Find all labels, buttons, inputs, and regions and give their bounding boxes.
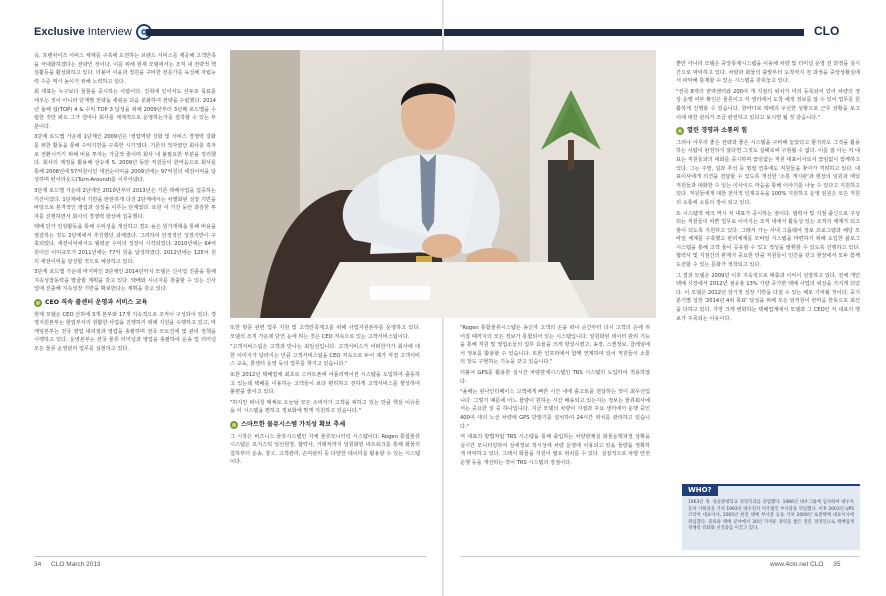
bullet-icon (34, 299, 42, 307)
header-rule-right (444, 29, 804, 36)
right-column-1 (460, 324, 650, 470)
who-text: 1963년 생. 성균관대학교 경영학과를 졸업했다. 1986년 대우그룹에 입사하여 대우자동차 기획실을 거쳐 1993년 대우전자 미주법인 부사장을 역임했다. 이후 2003년 UPS 코리아 대표이사, 2005년 한진 택배 부사장 등을 거쳐 2009년 로젠택배 대표이사에 취임했다. 물류와 택배 분야에서 30년 가까운 경력을 쌓은 전문 경영인으로 택배업계 경쟁력 강화와 선진화를 이끌고 있다. (688, 500, 854, 532)
paragraph: "하지만 퍼니칭 매체로 오늘날 모든 소비자가 고객을 위하고 있는 만큼 핵심 이슈들을 이 시스템을 편하고 정보화에 맞게 지원하고 있습니다." (230, 399, 420, 415)
subheading (34, 299, 216, 308)
paragraph: 더불어 GPS를 활용한 실시간 차량관제시스템인 TRS 시스템의 도입하여 적용하였다. (460, 369, 650, 385)
interview-photo (230, 50, 656, 318)
bullet-icon (230, 421, 238, 429)
footer-rule-right (460, 556, 860, 557)
footer-right (770, 561, 841, 568)
footer-site-info: www.4clo.net CLO (770, 561, 824, 568)
who-label: WHO? (682, 484, 718, 496)
footer-rule-left (34, 556, 426, 557)
section-title-bold: Exclusive (34, 26, 85, 38)
paragraph: "고객서비스팀은 고객과 만나는 최일선입니다. 고객서비스가 어떠한가가 회사에 대한 이미지가 달라지는 만큼 고객서비스팀을 CEO 직속으로 두어 제가 직접 고객서비스 교육, 콜센터 운영 등의 업무를 챙기고 있습니다." (230, 344, 420, 368)
page-number-right: 35 (833, 561, 841, 568)
subheading-text: 열린 경영과 소통의 힘 (687, 127, 748, 135)
footer-issue-info: CLO March 2013 (51, 561, 101, 568)
subheading-text: 스마트한 물류시스템 가치성 확보 추세 (241, 420, 346, 428)
paragraph: 3단계 로드맵 가운데 마지막인 3단계인 2014년까지 모델은 신사업 진출을 통해 지속성장동력을 발굴할 계획을 갖고 있다. 택배와 시너지를 창출할 수 있는 신사업에 진출해 지속성장 기반을 확보한다는 계획을 갖고 있다. (34, 269, 216, 293)
header-rule-left (146, 29, 442, 36)
right-column-2 (676, 60, 860, 325)
paragraph: "Rogen 통합물류시스템은 송신자 고객의 손을 떠나 순간부터 다시 고객의 손에 쥐어질 때까지의 모든 정보가 통합되어 있는 시스템입니다. 일원화된 데이터 관리 기능을 통해 직원 및 영업소들의 업무 효율을 크게 향상시켰고, 송장, 스캔정보, 클레임에서 정보를 활용할 수 있습니다. 또한 인프라에서 함께 연계하여 있어 직원들이 소통의 장도 구현하는 기능을 갖고 있습니다." (460, 325, 650, 366)
section-title-light: Interview (87, 26, 132, 38)
footer-left (34, 561, 101, 568)
paragraph: 3단계 로드맵 가운데 1단계인 2009년은 '영업역량 강화 및 서비스 경쟁력 강화를 위한 활동을 통해 수익기반을 구축한 시기'였다. 기존의 적자였던 회사를 흑자로 전환시키기 위해 비용 투자는 가급적 줄이며 회사 내 불필요한 부분을 정리했다. 회사의 재정을 활용해 상승세 5. 2009년 동안 직원들이 한마음으로 회사를 통해 2008년에 57억원이던 세전순이익을 2009년에는 97억원의 세전이익을 달성하며 턴어라운드(Turn-Around)를 이루어냈다. (34, 134, 216, 184)
paragraph: 3단계 로드맵 가운데 2단계인 2010년부터 2013년은 기존 택배사업을 집중하는 기간이었다. 1단계에서 기반을 탄탄하게 다진 2단계에서는 차별화된 성장 기반을 바탕으로 본격적인 영업과 성장을 이루는 단계였다. 또한 이 기간 동안 과감한 투자를 진행하면서 회사의 경쟁력 향상에 집중했다. (34, 187, 216, 220)
paragraph: 그러나 아무리 좋은 전략과 좋은 시스템을 구비해 놓았다고 할지라도 그것을 활용하는 사람이 완전하지 않다면 그것도 실패로써 구현될 수 없다. 이를 잘 아는 저 대표는 직원들과의 대화를 중시하며 끊임없는 직원 대표이사로서 끊임없이 함께하고 있다. 그는 주말, 설과 추석 등 명절 연휴에도 직원들을 찾아가 격려하고 있다. 대표이사에게 의견을 전달할 수 있도록 개선한 '소통 게시판'과 현장의 임원과 매일 직원들과 대화한 수 있는 이사이드 마음을 통해 이야기를 나눌 수 있다고 지원하고 있다. 직원들에게 대한 전사적 인재교육을 100% 지원하고 운영 임원은 모든 직원의 소통에 소통의 장이 되고 있다. (676, 139, 860, 206)
subheading (230, 421, 420, 430)
page-number-left: 34 (34, 561, 42, 568)
paragraph: "올해는 윈나인터페이스 고객에게 빠른 시간 내에 출고로를 전달하는 것이 최우선입니다. 그렇기 때문에 어느 물량이 원하는 시간 배송되고 있는지는 정보는 물류회사에서는 중요한 일 중 하나입니다. 지금 모델의 차량이 지점과 주요 센터에서 운행 중인 400여 대의 노선 차량에 GPS 단말기를 설치하여 24시간 위치를 관리하고 있습니다." (460, 389, 650, 430)
paragraph: 그 결과 모델은 2009년 이후 지속적으로 매출과 이익이 성장하고 있다. 전체 개인 택배 시장에서 2012년 점유율 13% 가량 증가한 택배 사업의 위상을 가지게 되었다. 이 모델은 2012년 장기적 성장 기반을 다질 수 있는 해로 기억될 것이다. 중기 분기별 성장 '2014년 4위 목표' 달성을 위해 모든 임직원이 한마음 한뜻으로 최선을 다하고 있다. 가장 크게 변화하는 택배업계에서 모델과 그 CEO인 저 대표의 행보가 주목되는 이유이다. (676, 272, 860, 322)
paragraph: 택배 단가 인상활동을 통해 수익성을 개선하고 결도 높은 원가개혁을 통해 비용을 절감하는 것도 2단계에서 추진했던 과제였다. 그리하여 안정적인 성장기반이 구축되었다. 세전이익에서도 월평균 수익의 성장이 시작되었다. 2010년에는 64억 원이던 이익규모가 2011년에는 77억 원을 달성하였다. 2012년에는 125억 원의 세전이익을 달성할 것으로 예상하고 있다. (34, 224, 216, 265)
paragraph: 그 시작은 비즈니스 물류시스템인 자체 물류모니터링 시스템이다. Rogen 통합물류시스템은 로지스틱 일선현장, 협력사, 거래처까지 일원화된 네트워크를 통해 화물의 집하부터 운송, 창고, 고객관리, 손익관리 등 다양한 데이터를 활용할 수 있는 시스템이다. (230, 433, 420, 466)
section-header (34, 22, 152, 42)
paragraph: 또한 방문 관련 업무 지원 및 고객만족제고를 위해 사업지원본부를 운영하고 있다. 모델의 조직 가운데 단연 눈에 띄는 것은 CEO 직속으로 있는 고객서비스팀이다. (230, 325, 420, 340)
paragraph: 저 대표의 방법처럼 TRS 시스템을 통해 출입하는 차량관제실 화물운행과정 상황을 실시간 모니터링하여 상세정보 적시성에 차량 운영에 이용되고 있을 물량을 정확하게 파악하고 있다. 그래서 화물을 지원이 필요 위치를 수 있다. 실질적으로 차량 안전운행 등을 개선하는 것이 TRS 시스템의 장점이다. (460, 434, 650, 466)
paragraph: 또 시스템적 체크 역시 저 대표가 중시하는 점이다. 협력사 및 지점 출신으로 구성되는 직원들이 바쁜 업무로 이어지는 조직 내에서 활동성 있는 조직의 체계가 되고 물이 되도록 지원하고 있다. 그래서 가는 사내 그룹웨어 정보 프로그램과 해당 모바일 체계를 구축했고 관리체계를 모바일 시스템을 마련하기 위해 도입한 블로그 시스템을 통해 고객 물이 공유할 수 있고 적성을 발휘할 수 있도록 진행하고 있다. 협력사 및 지점간의 관계가 중요한 만큼 직원들이 인간을 갖고 현장에서 모두 함께 도전할 수 있는 문화가 정착되고 있다. (676, 210, 860, 269)
brand-title: CLO (814, 24, 840, 38)
paragraph: "전국 8개의 권역센터와 200여 개 지점의 위치가 미리 등록되어 있어 차량의 정상 운행 여부 확인은 물론이고 각 센터에서 도착 예정 정보를 알 수 있어 업무를 원활하게 진행할 수 있습니다. 한마디로 택배의 우선한 상황으로 근무 상황을 보고 이에 대한 관리가 조금 완전하고 있다고 보시면 될 것 같습니다." (676, 88, 860, 121)
paragraph: 또한 2012년 택배업체 최초로 스마트폰에 어플리케이션 시스템을 도입하여 출동하고 있는데 택배를 이용하는 고객들이 보다 편리하고 전하게 고객서비스를 향상하여 불편을 줄이고 있다. (230, 371, 420, 396)
subheading (676, 127, 860, 136)
paragraph: 뿐만 아니라 모델은 중앙통제시스템을 이용해 차량 및 터미널 운영 전 과정을 실시간으로 파악하고 있다. 차량과 화물의 출발부터 도착까지 전 과정을 중앙상황실에서 파악해 통제할 수 있는 시스템을 갖춰놓고 있다. (676, 61, 860, 85)
paragraph: 현재 모델은 CEO 산하에 3개 본부와 17개 지속적으로 조직이 구성되어 있다. 경영지원본부는 현업부서의 원활한 사업을 진행하기 위해 지원을 수행하고 있고, 마케팅본부는 전국 영업 대리점과 영업을 총괄하며 전국 모토진에 및 관리 정책을 시행하고 있다. 운영본부는 전국 물류 터미널과 영업을 총괄하여 운송 및 터미널 모든 물류 운영관리 업무를 실현하고 있다. (34, 311, 216, 352)
paragraph: 회 대표는 누구보다 꿈꿈을 중시하는 사람이다. 진취에 있어서도 선두로 목표를 세우는 것이 아니라 단계별 전략을 세워둔 다음 분화하여 전략을 수립했다. 2014년 올해 탑(TOP) 4 & 수익 TOP 3 달성을 위해 2009년부터 3년째 로드맵을 수립한 것만 봐도 그가 얼마나 회사를 체계적으로 운영하는가를 짐작할 수 있는 부분이다. (34, 89, 216, 130)
who-profile-box (682, 484, 860, 550)
subheading-text: CEO 직속 콜센터 운영과 서비스 교육 (45, 299, 148, 307)
left-column-1 (34, 52, 216, 356)
middle-column (230, 324, 420, 469)
paragraph: 속, 프랜차이즈 서비스 체제를 구축해 도전하는 브랜드 서비스를 제공해 고객만족을 극대화하겠다는 전략인 것이다. 이를 위해 현재 모델에서는 조직 내 전략적 핵심활동을 활성화하고 있다. 더불어 이윤과 정원을 구비한 전문가를 육성해 자립능력 수준 역시 높이기 위해 노력하고 있다. (34, 53, 216, 85)
bullet-icon (676, 127, 684, 135)
